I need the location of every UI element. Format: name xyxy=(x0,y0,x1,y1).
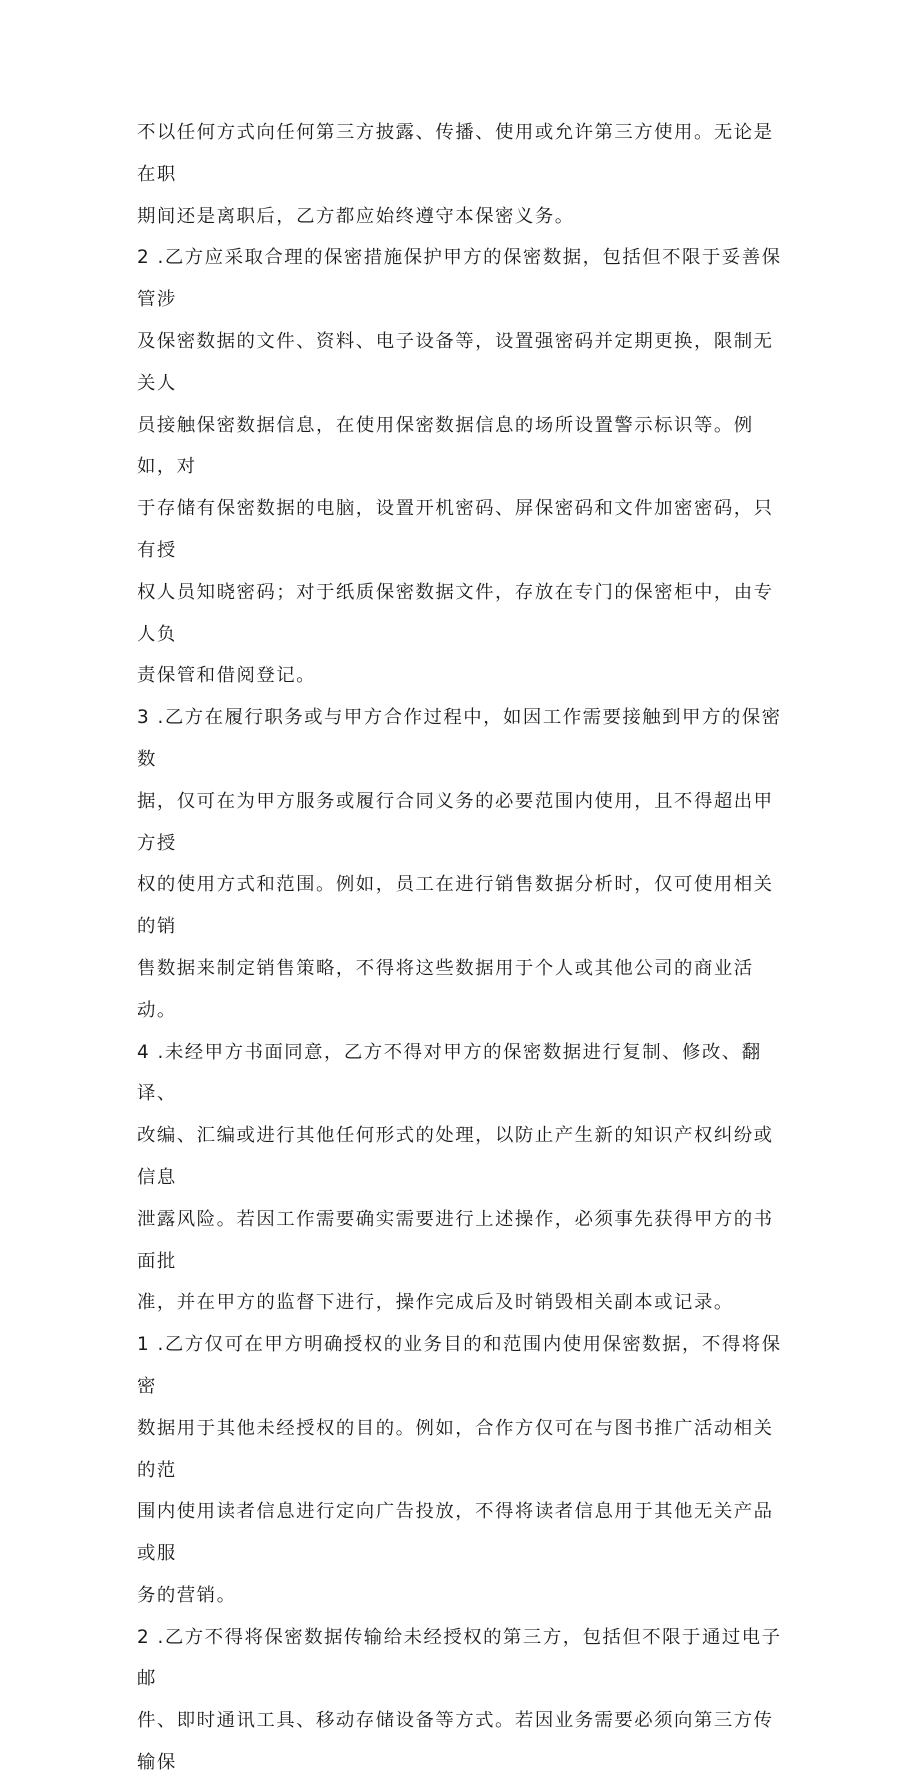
paragraph-item-3-scope-of-use: 3 .乙方在履行职务或与甲方合作过程中，如因工作需要接触到甲方的保密数 据，仅可在为甲方服务或履行合同义务的必要范围内使用，且不得超出甲方授 权的使用方式和范围。例如，员工在进行销售数据分析时，仅可使用相关的销 售数据来制定销售策略，不得将这些数据用于个人或其他公司的商业活动。 xyxy=(137,707,782,1021)
paragraph-item-2-no-transfer: 2 .乙方不得将保密数据传输给未经授权的第三方，包括但不限于通过电子邮 件、即时通讯工具、移动存储设备等方式。若因业务需要必须向第三方传输保 xyxy=(137,1626,782,1774)
document-body xyxy=(137,112,785,1784)
paragraph-confidentiality-continuation: 不以任何方式向任何第三方披露、传播、使用或允许第三方使用。无论是在职 期间还是离职后，乙方都应始终遵守本保密义务。 xyxy=(137,122,774,227)
paragraph-item-2-protection-measures: 2 .乙方应采取合理的保密措施保护甲方的保密数据，包括但不限于妥善保管涉 及保密数据的文件、资料、电子设备等，设置强密码并定期更换，限制无关人 员接触保密数据信息，在使用保密数据信息的场所设置警示标识等。例如，对 于存储有保密数据的电脑，设置开机密码、屏保密码和文件加密密码，只有授 权人员知晓密码；对于纸质保密数据文件，存放在专门的保密柜中，由专人负 责保管和借阅登记。 xyxy=(137,247,782,687)
paragraph-item-4-no-copying: 4 .未经甲方书面同意，乙方不得对甲方的保密数据进行复制、修改、翻译、 改编、汇编或进行其他任何形式的处理，以防止产生新的知识产权纠纷或信息 泄露风险。若因工作需要确实需要进行上述操作，必须事先获得甲方的书面批 准，并在甲方的监督下进行，操作完成后及时销毁相关副本或记录。 xyxy=(137,1041,774,1314)
paragraph-item-1-authorized-purpose: 1 .乙方仅可在甲方明确授权的业务目的和范围内使用保密数据，不得将保密 数据用于其他未经授权的目的。例如，合作方仅可在与图书推广活动相关的范 围内使用读者信息进行定向广告投放，不得将读者信息用于其他无关产品或服 务的营销。 xyxy=(137,1334,782,1606)
